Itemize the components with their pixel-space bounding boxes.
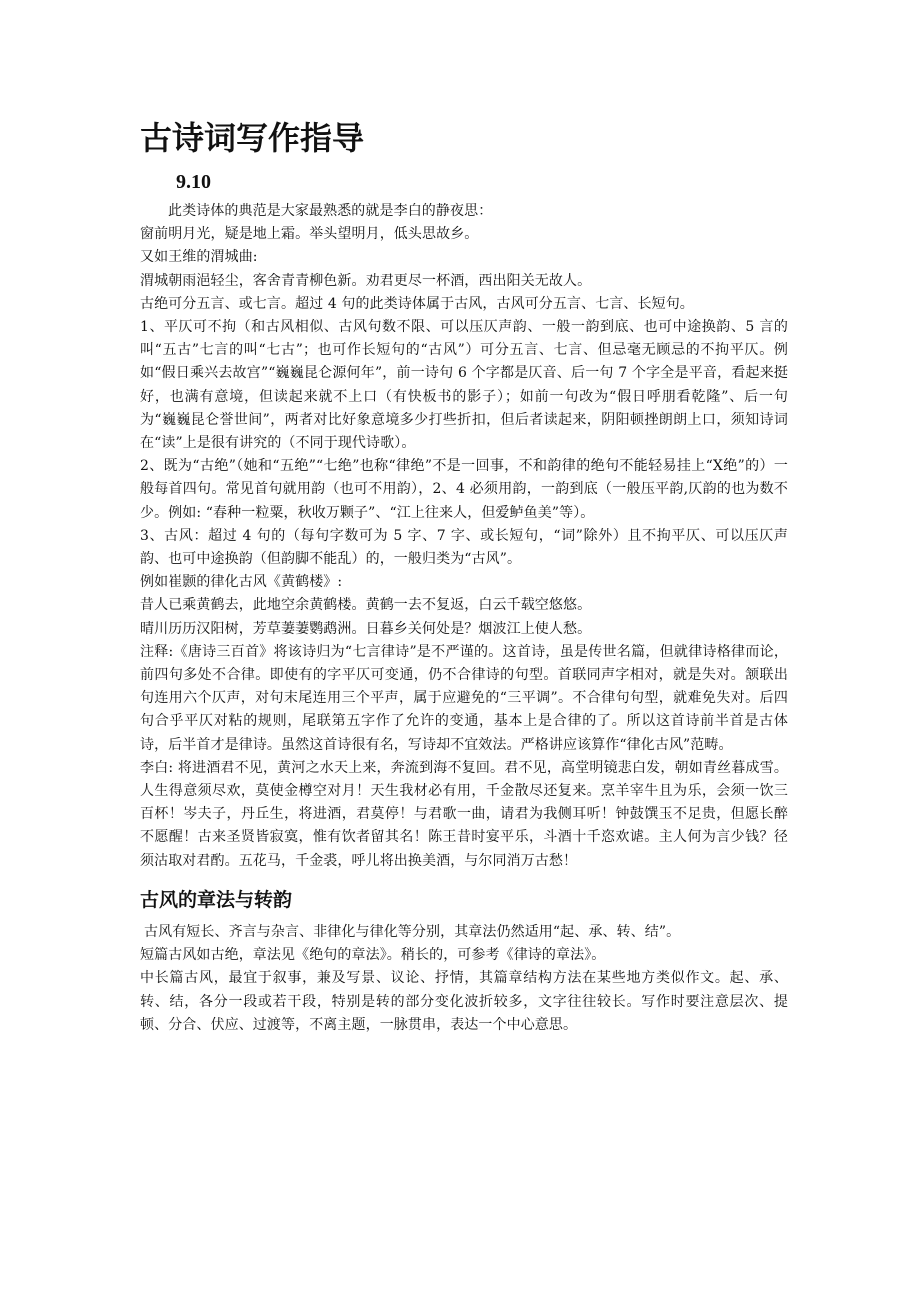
paragraph-rule-2: 2、既为“古绝”（她和“五绝”“七绝”也称“律绝”不是一回事，不和韵律的绝句不能轻易挂上“X绝”的）一般每首四句。常见首句就用韵（也可不用韵），2、4 必须用韵，一韵到底（一般压平韵,仄韵的也为数不少。例如: “春种一粒粟，秋收万颗子”、“江上往来人，但爱鲈鱼美”等）。 <box>140 458 788 521</box>
paragraph-gujue-forms: 古绝可分五言、或七言。超过 4 句的此类诗体属于古风，古风可分五言、七言、长短句。 <box>140 295 694 312</box>
paragraph-annotation: 注释:《唐诗三百首》将该诗归为“七言律诗”是不严谨的。这首诗，虽是传世名篇，但就律诗格律而论，前四句多处不合律。即使有的字平仄可变通，仍不合律诗的句型。首联同声字相对，就是失对。颔联出句连用六个仄声，对句末尾连用三个平声，属于应避免的“三平调”。不合律句句型，就难免失对。后四句合乎平仄对粘的规则，尾联第五字作了允许的变通，基本上是合律的了。所以这首诗前半首是古体诗，后半首才是律诗。虽然这首诗很有名，写诗却不宜效法。严格讲应该算作“律化古风”范畴。 <box>140 643 788 753</box>
document-page <box>140 112 788 1037</box>
poem-weichengqu: 渭城朝雨浥轻尘，客舍青青柳色新。劝君更尽一杯酒，西出阳关无故人。 <box>140 272 592 289</box>
poem-jiangjinjiu: 李白: 将进酒君不见，黄河之水天上来，奔流到海不复回。君不见，高堂明镜悲白发，朝如青丝暮成雪。人生得意须尽欢，莫使金樽空对月！天生我材必有用，千金散尽还复来。烹羊宰牛且为乐，会须一饮三百杯！岑夫子，丹丘生，将进酒，君莫停！与君歌一曲，请君为我侧耳听！钟鼓馔玉不足贵，但愿长醉不愿醒！古来圣贤皆寂寞，惟有饮者留其名！陈王昔时宴平乐，斗酒十千恣欢谑。主人何为言少钱？径须沽取对君酌。五花马，千金裘，呼儿将出换美酒，与尔同消万古愁！ <box>140 759 788 869</box>
section-paragraph-3: 中长篇古风，最宜于叙事，兼及写景、议论、抒情，其篇章结构方法在某些地方类似作文。起、承、转、结，各分一段或若干段，特别是转的部分变化波折较多，文字往往较长。写作时要注意层次、提顿、分合、伏应、过渡等，不离主题，一脉贯串，表达一个中心意思。 <box>140 970 788 1033</box>
poem-jingyesi: 窗前明月光，疑是地上霜。举头望明月，低头思故乡。 <box>140 226 479 243</box>
paragraph-intro: 此类诗体的典范是大家最熟悉的就是李白的静夜思： <box>168 203 493 219</box>
section-heading: 古风的章法与转韵 <box>140 888 293 911</box>
paragraph-wangwei-intro: 又如王维的渭城曲: <box>140 249 258 266</box>
paragraph-rule-1: 1、平仄可不拘（和古风相似、古风句数不限、可以压仄声韵、一般一韵到底、也可中途换韵、5 言的叫“五古”七言的叫“七古”；也可作长短句的“古风”）可分五言、七言、但忌毫无顾忌的不拘平仄。例如“假日乘兴去故宫”“巍巍昆仑源何年”，前一诗句 6 个字都是仄音、后一句 7 个字全是平音，看起来挺好，也满有意境，但读起来就不上口（有快板书的影子）；如前一句改为“假日呼朋看乾隆”、后一句为“巍巍昆仑誉世间”，两者对比好象意境多少打些折扣，但后者读起来，阴阳顿挫朗朗上口，须知诗词在“读”上是很有讲究的（不同于现代诗歌）。 <box>140 319 788 452</box>
document-subtitle: 9.10 <box>176 171 211 193</box>
section-paragraph-1: 古风有短长、齐言与杂言、非律化与律化等分别，其章法仍然适用“起、承、转、结”。 <box>144 923 681 940</box>
document-title: 古诗词写作指导 <box>140 119 365 157</box>
poem-huanghelou-line-2: 晴川历历汉阳树，芳草萋萋鹦鹉洲。日暮乡关何处是？烟波江上使人愁。 <box>140 620 592 637</box>
paragraph-rule-3: 3、古风：超过 4 句的（每句字数可为 5 字、7 字、或长短句，“词”除外）且不拘平仄、可以压仄声韵、也可中途换韵（但韵脚不能乱）的，一般归类为“古风”。 <box>140 527 788 568</box>
section-paragraph-2: 短篇古风如古绝，章法见《绝句的章法》。稍长的，可参考《律诗的章法》。 <box>140 947 606 964</box>
paragraph-huanghelou-intro: 例如崔颢的律化古风《黄鹤楼》: <box>140 574 343 591</box>
poem-huanghelou-line-1: 昔人已乘黄鹤去，此地空余黄鹤楼。黄鹤一去不复返，白云千载空悠悠。 <box>140 597 592 614</box>
